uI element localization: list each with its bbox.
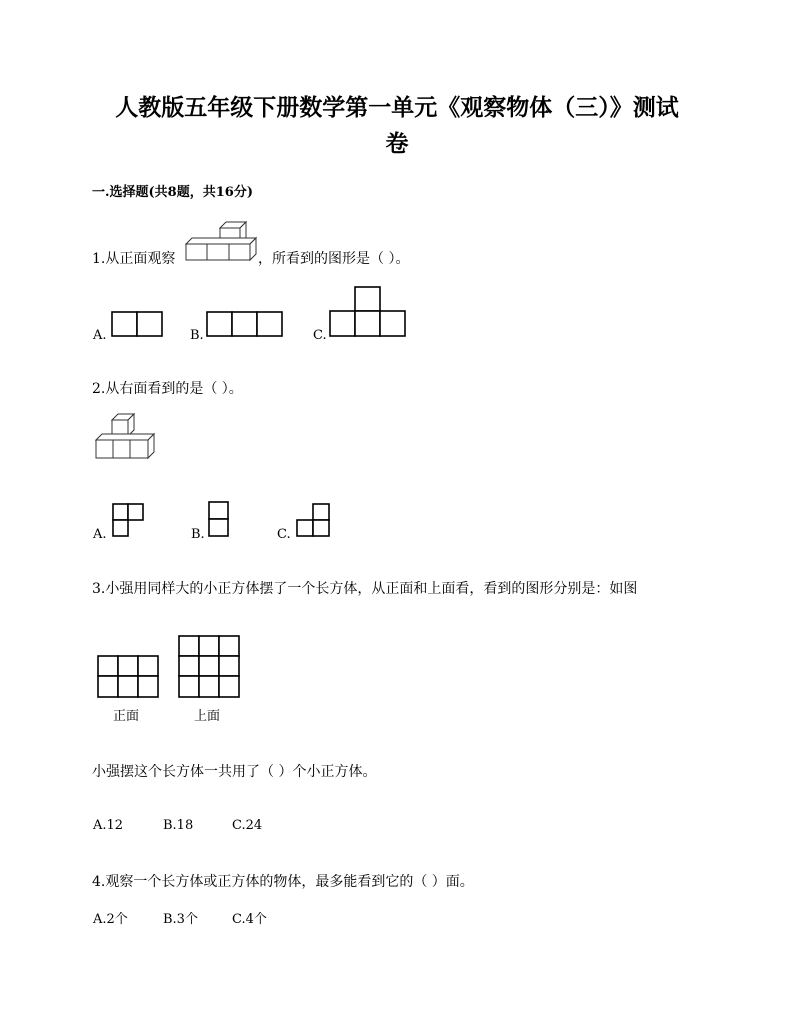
q1-option-b-figure[interactable] — [206, 311, 284, 337]
q4-option-c[interactable]: C.4个 — [232, 912, 267, 927]
q2-option-a-label[interactable]: A. — [93, 527, 107, 542]
page-title-line1: 人教版五年级下册数学第一单元《观察物体（三）》测试 — [115, 94, 679, 121]
q3-option-a[interactable]: A.12 — [93, 818, 124, 833]
q3-option-c[interactable]: C.24 — [232, 818, 263, 833]
page-title-line2: 卷 — [385, 130, 409, 157]
q4-option-b[interactable]: B.3个 — [163, 912, 198, 927]
section-heading: 一.选择题(共8题，共16分) — [92, 185, 253, 200]
q3-front-view-label: 正面 — [113, 709, 140, 724]
q2-cube-stack-figure — [94, 412, 158, 460]
q3-front-view-figure — [97, 655, 161, 699]
q1-option-a-label[interactable]: A. — [93, 328, 107, 343]
q4-text: 4.观察一个长方体或正方体的物体，最多能看到它的（ ）面。 — [92, 874, 474, 890]
q3-top-view-label: 上面 — [194, 709, 221, 724]
q3-text: 3.小强用同样大的小正方体摆了一个长方体，从正面和上面看，看到的图形分别是：如图 — [92, 581, 638, 597]
q1-option-c-label[interactable]: C. — [313, 328, 327, 343]
q4-option-a[interactable]: A.2个 — [93, 912, 128, 927]
q2-option-b-label[interactable]: B. — [191, 527, 205, 542]
q1-option-c-figure[interactable] — [329, 286, 407, 338]
q2-text: 2.从右面看到的是（ ）。 — [92, 381, 243, 397]
q2-option-a-figure[interactable] — [112, 503, 146, 537]
q3-question: 小强摆这个长方体一共用了（ ）个小正方体。 — [92, 764, 377, 780]
q1-prefix: 1.从正面观察 — [92, 251, 176, 267]
q1-option-a-figure[interactable] — [111, 311, 163, 337]
q2-option-c-figure[interactable] — [296, 503, 332, 537]
q1-option-b-label[interactable]: B. — [190, 328, 204, 343]
q3-top-view-figure — [178, 635, 242, 699]
q3-option-b[interactable]: B.18 — [163, 818, 194, 833]
q1-cube-stack-figure — [184, 220, 260, 260]
q2-option-c-label[interactable]: C. — [277, 527, 291, 542]
q2-option-b-figure[interactable] — [208, 501, 230, 537]
q1-suffix: ，所看到的图形是（ ）。 — [258, 251, 410, 267]
